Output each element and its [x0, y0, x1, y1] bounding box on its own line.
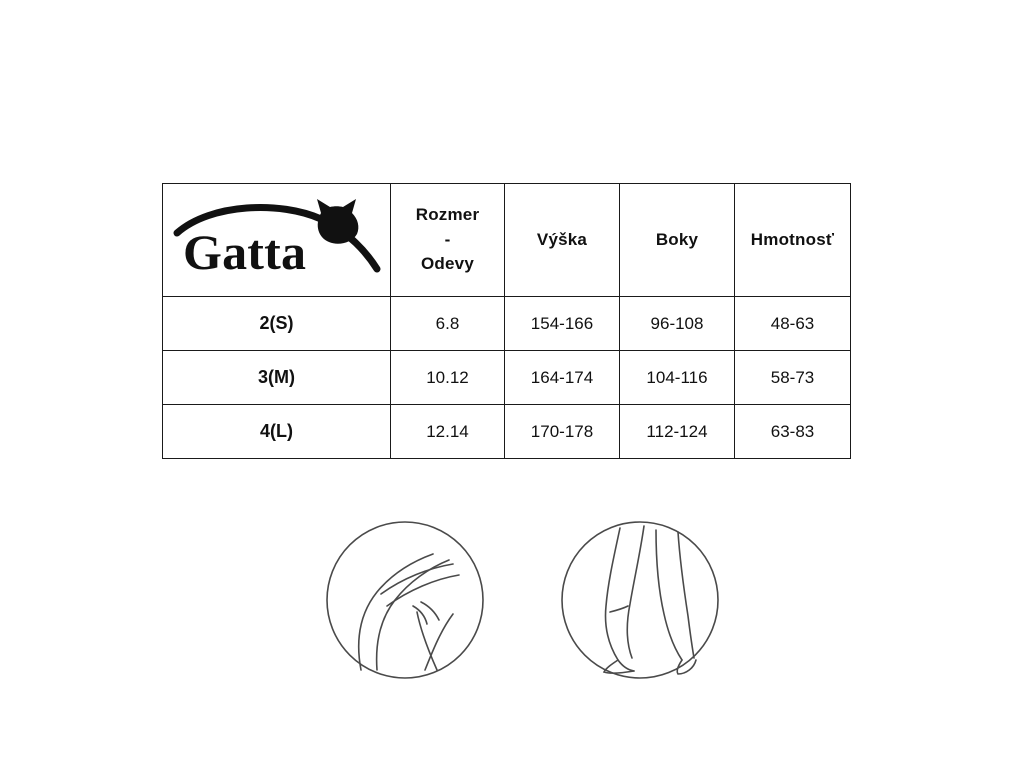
row-label-size: 3(M) [163, 351, 391, 405]
cell-weight: 63-83 [735, 405, 851, 459]
cell-size: 12.14 [391, 405, 505, 459]
size-table [162, 183, 851, 459]
illustrations-group [325, 520, 725, 700]
cell-height: 154-166 [505, 297, 620, 351]
column-header-size-line3: Odevy [421, 254, 474, 274]
gatta-logo [171, 197, 383, 283]
column-header-size-line1: Rozmer [415, 205, 480, 225]
size-table-header [163, 184, 851, 297]
size-table-body [163, 297, 851, 459]
table-header-row [163, 184, 851, 297]
cell-hips: 96-108 [620, 297, 735, 351]
cell-weight: 58-73 [735, 351, 851, 405]
brand-logo-cell [163, 184, 391, 297]
column-header-size [391, 184, 505, 297]
hips-measure-illustration [325, 520, 485, 680]
legs-tights-illustration [560, 520, 720, 680]
cell-hips: 112-124 [620, 405, 735, 459]
cell-height: 170-178 [505, 405, 620, 459]
table-row [163, 297, 851, 351]
cell-hips: 104-116 [620, 351, 735, 405]
row-label-size: 4(L) [163, 405, 391, 459]
svg-text:Gatta: Gatta [182, 224, 306, 280]
table-row [163, 351, 851, 405]
table-row [163, 405, 851, 459]
cell-height: 164-174 [505, 351, 620, 405]
column-header-size-line2: - [444, 229, 451, 249]
cell-weight: 48-63 [735, 297, 851, 351]
column-header-weight: Hmotnosť [735, 184, 851, 297]
column-header-height: Výška [505, 184, 620, 297]
row-label-size: 2(S) [163, 297, 391, 351]
cell-size: 6.8 [391, 297, 505, 351]
cell-size: 10.12 [391, 351, 505, 405]
column-header-hips: Boky [620, 184, 735, 297]
size-table-container [162, 183, 850, 459]
